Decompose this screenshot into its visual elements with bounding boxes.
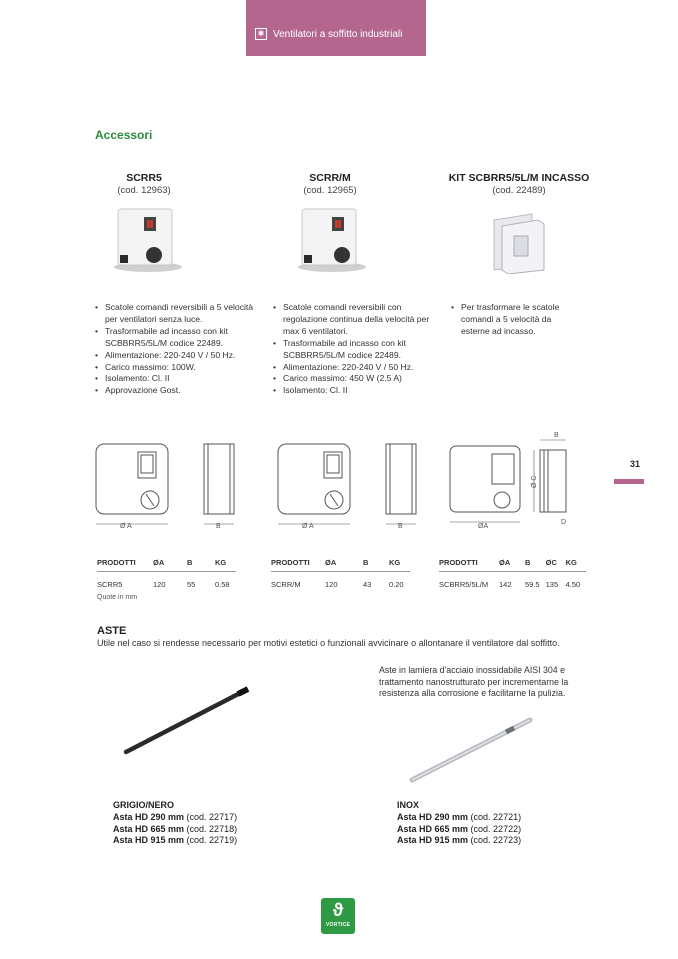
dim-label-c: Ø C [531,475,538,488]
cell: SCRR5 [97,580,123,589]
bullet: • Alimentazione: 220-240 V / 50 Hz. [273,362,443,374]
col-header: KG [389,558,410,572]
section-title: Accessori [95,128,153,142]
bullet: • Scatole comandi reversibili a 5 velocità per ventilatori senza luce. [95,302,265,326]
kit-product-image [488,212,550,274]
cell: 142 [499,580,512,589]
col-header: ØC [546,558,566,572]
list-item: Asta HD 915 mm (cod. 22719) [113,835,238,846]
col-header: KG [215,558,236,572]
col-header: ØA [153,558,187,572]
cell: 120 [153,580,166,589]
cell: 0.58 [215,580,230,589]
product-header-scrr5 [44,172,244,196]
cell: SCBRR5/5L/M [439,580,489,589]
list-item: Asta HD 915 mm (cod. 22723) [397,835,522,846]
scrrm-product-image [296,205,366,273]
dim-label-b: B [216,523,221,530]
bullet: • Carico massimo: 450 W (2.5 A) [273,373,443,385]
list-item: Asta HD 665 mm (cod. 22722) [397,823,522,834]
aste-description: Utile nel caso si rendesse necessario per motivi estetici o funzionali avvicinare o allontanare il ventilatore dal soffitto. [97,638,560,648]
bullet: • Alimentazione: 220-240 V / 50 Hz. [95,350,265,362]
aste-note: Aste in lamiera d'acciaio inossidabile AISI 304 e trattamento nanostrutturato per incrementarne la resistenza alla corrosione e facilitarne la pulizia. [379,665,569,698]
spec-table-scrrm [271,558,410,589]
dim-label-a: ØA [478,523,489,530]
list-item: Asta HD 290 mm (cod. 22717) [113,811,238,822]
bullets-kit [451,302,579,338]
product-header-scrrm [230,172,430,196]
list-item: Asta HD 665 mm (cod. 22718) [113,823,238,834]
table-row [271,572,410,590]
product-name: SCRR5 [126,172,162,184]
spec-table-kit [439,558,586,589]
bullet: • Carico massimo: 100W. [95,362,265,374]
product-code: (cod. 12965) [303,185,357,196]
product-code: (cod. 22489) [492,185,546,196]
group-grigio-nero [113,800,237,847]
bullet: • Isolamento: Cl. II [273,385,443,397]
aste-title: ASTE [97,625,127,637]
dim-label-d: D [561,519,567,526]
col-header: ØA [325,558,363,572]
cell: 120 [325,580,338,589]
header-tab [246,0,426,56]
bullet: • Per trasformare le scatole comandi a 5 velocità da esterne ad incasso. [451,302,579,338]
dim-label-b: B [554,432,559,439]
page-marker-bar [614,479,644,484]
page-number: 31 [629,459,640,469]
fan-icon: ✱ [255,28,267,40]
col-header: PRODOTTI [271,558,325,572]
col-header: B [363,558,389,572]
drawing-kit [444,428,574,530]
cell: SCRR/M [271,580,301,589]
bullets-scrrm [273,302,443,397]
col-header: ØA [499,558,525,572]
bullet: • Trasformabile ad incasso con kit SCBBRR5/5L/M codice 22489. [95,326,265,350]
dim-label-b: B [398,523,403,530]
table-row [439,572,586,590]
col-header: PRODOTTI [439,558,499,572]
spec-table-scrr5 [97,558,236,589]
cell: 0.20 [389,580,404,589]
group-title: INOX [397,800,420,810]
bullets-scrr5 [95,302,265,397]
rod-inox-image [406,714,536,786]
bullet: • Approvazione Gost. [95,385,265,397]
logo-mark: ϑ [332,900,344,920]
drawing-scrrm [274,438,424,530]
bullet: • Isolamento: Cl. II [95,373,265,385]
drawing-scrr5 [92,438,242,530]
group-inox [397,800,521,847]
vortice-logo [321,898,355,934]
dimensions-note: Quote in mm [97,594,138,601]
col-header: PRODOTTI [97,558,153,572]
cell: 135 [545,580,559,589]
col-header: KG [566,558,587,572]
group-title: GRIGIO/NERO [113,800,175,810]
scrr5-product-image [112,205,182,273]
list-item: Asta HD 290 mm (cod. 22721) [397,811,522,822]
bullet: • Scatole comandi reversibili con regolazione continua della velocità per max 6 ventilatori. [273,302,443,338]
col-header: B [525,558,546,572]
rod-black-image [120,684,252,758]
table-row [97,572,236,590]
bullet: • Trasformabile ad incasso con kit SCBBRR5/5L/M codice 22489. [273,338,443,362]
header-title: Ventilatori a soffitto industriali [273,29,403,40]
product-name: KIT SCBRR5/5L/M INCASSO [448,172,590,184]
dim-label-a: Ø A [302,523,314,530]
cell: 55 [187,580,196,589]
product-name: SCRR/M [309,172,351,184]
cell: 43 [363,580,372,589]
dim-label-a: Ø A [120,523,132,530]
product-header-kit [419,172,619,196]
cell: 4.50 [565,580,581,589]
col-header: B [187,558,215,572]
product-code: (cod. 12963) [117,185,171,196]
logo-text: VORTICE [325,922,351,928]
cell: 59.5 [525,580,540,589]
